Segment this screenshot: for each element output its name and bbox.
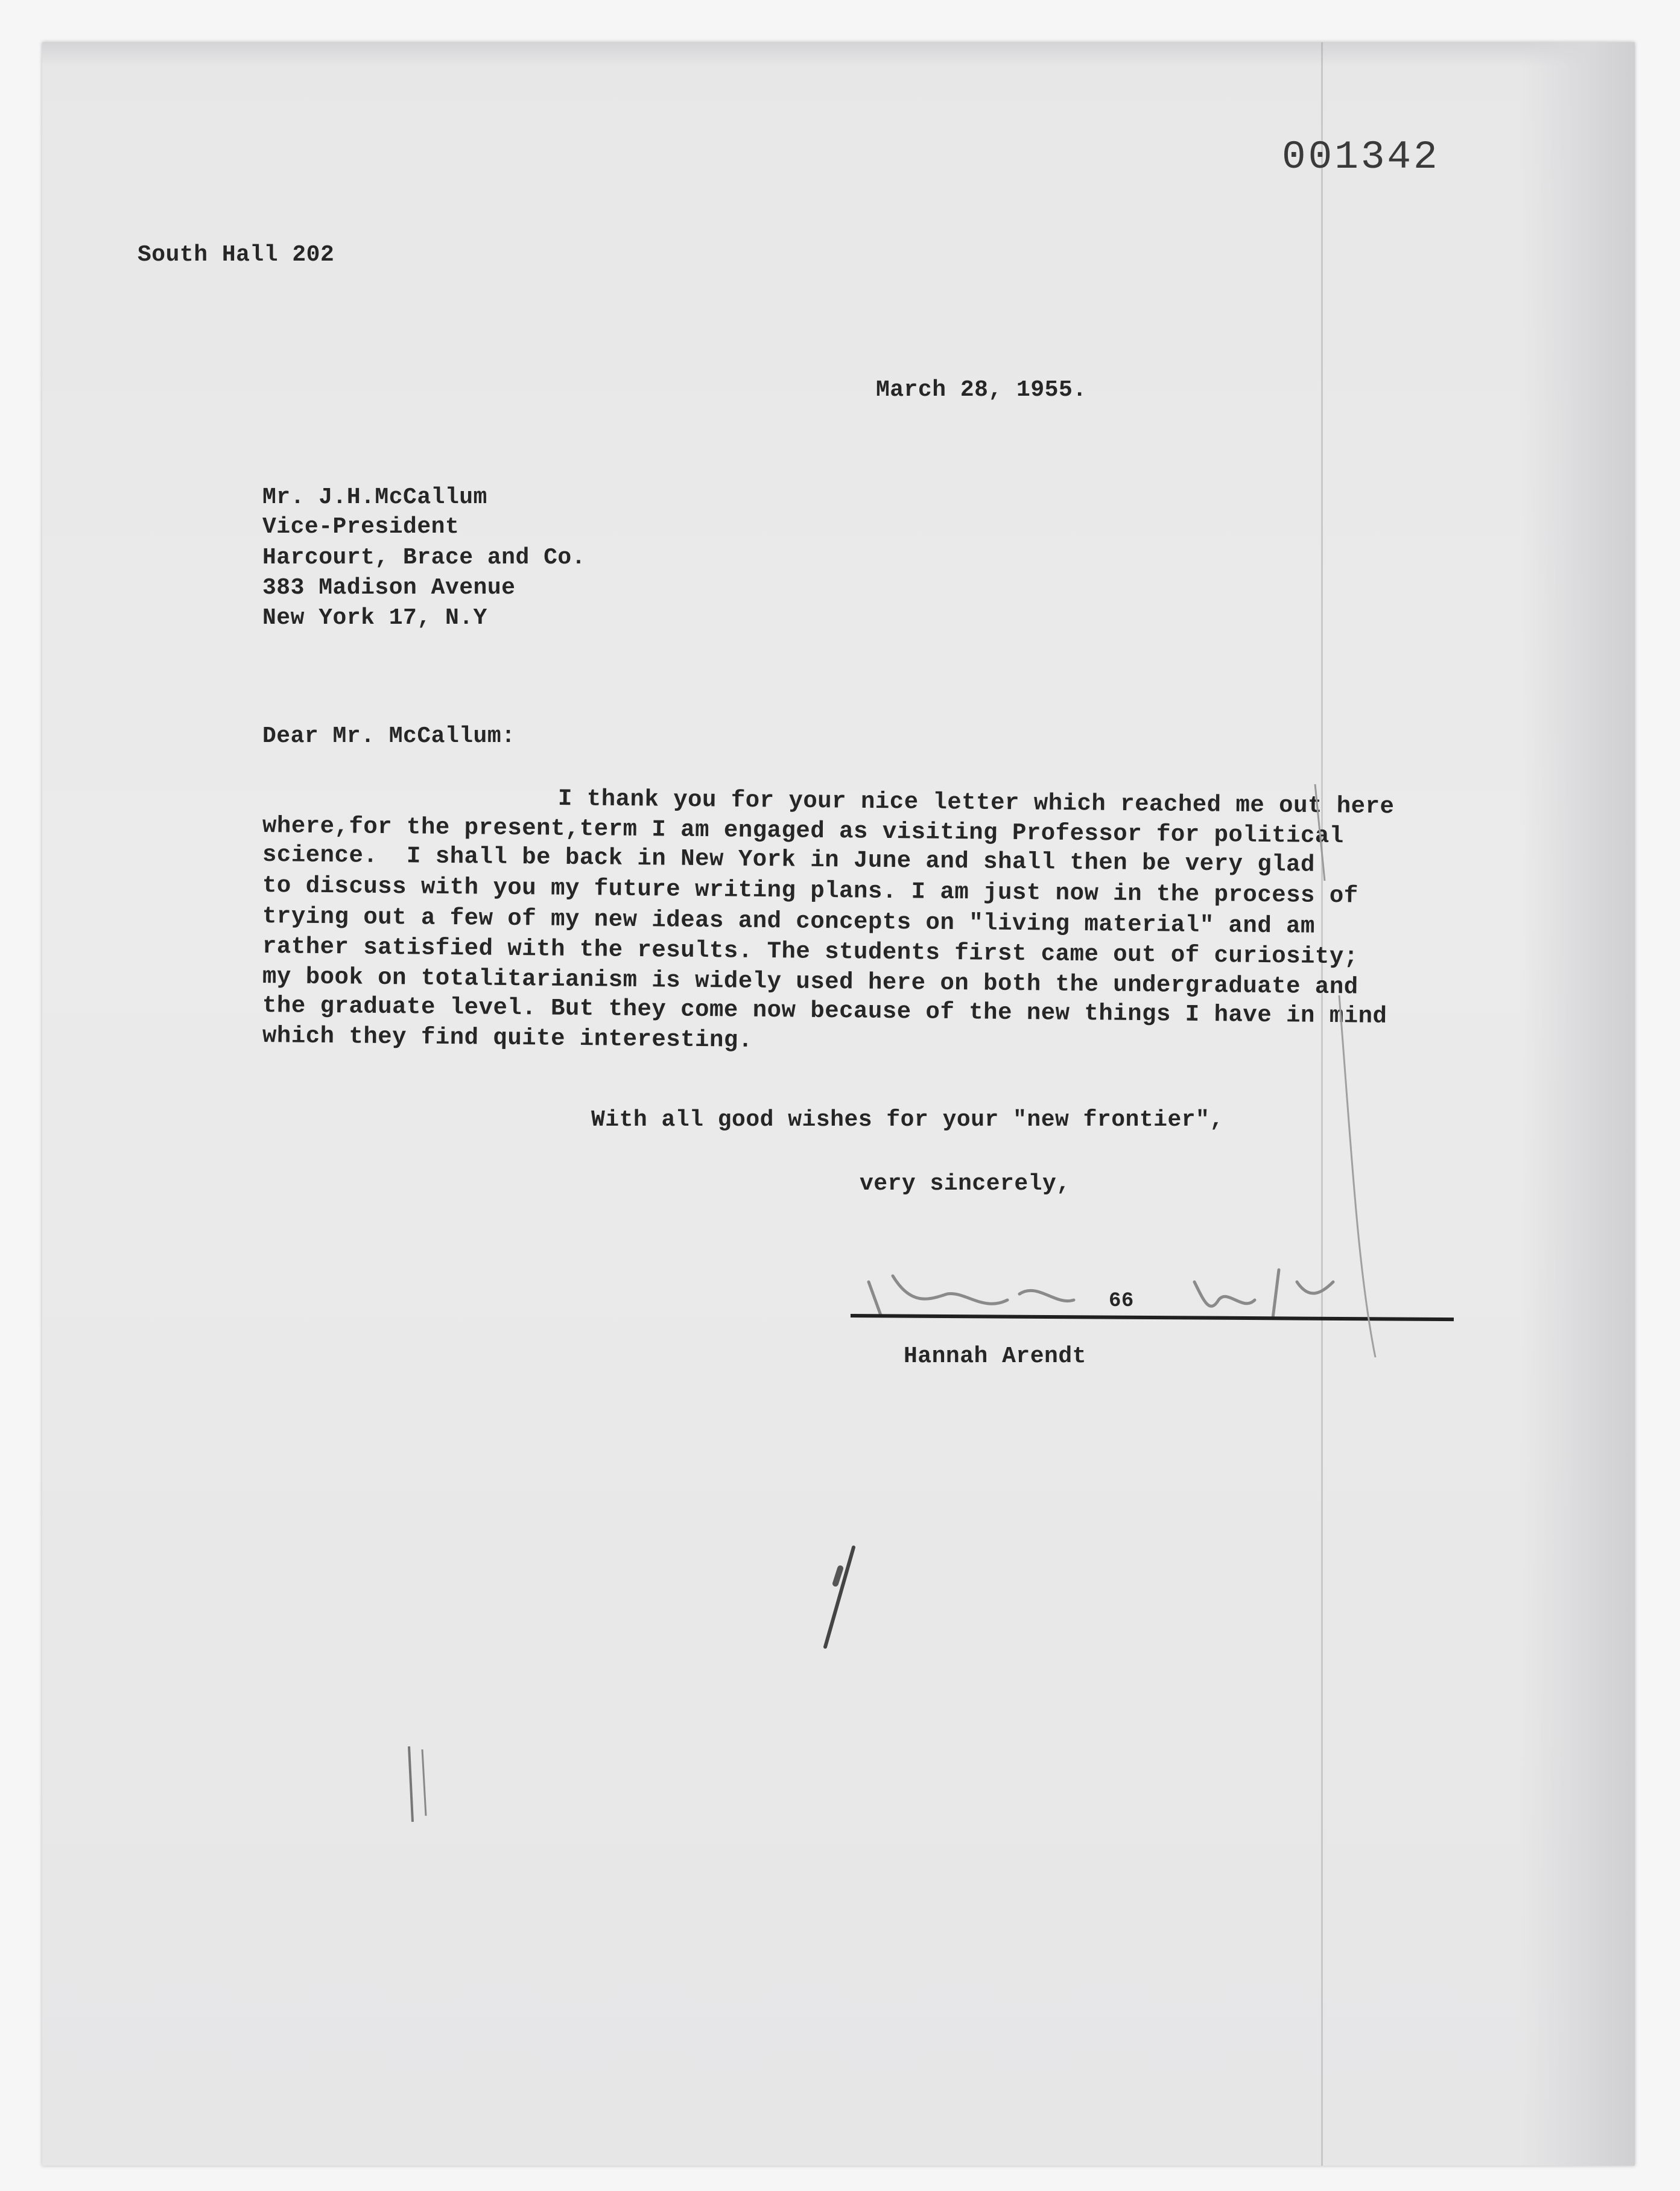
recipient-city: New York 17, N.Y: [262, 605, 487, 631]
paper-top-shadow: [42, 42, 1635, 66]
body-line: I thank you for your nice letter which reached me out here: [557, 785, 1395, 820]
body-line: where,for the present,term I am engaged as visiting Professor for political: [262, 813, 1344, 850]
signature-annotation: 66: [1109, 1290, 1134, 1313]
paper-sheet: [42, 42, 1635, 2166]
salutation: Dear Mr. McCallum:: [262, 723, 516, 749]
recipient-title: Vice-President: [262, 514, 460, 540]
return-address: South Hall 202: [138, 242, 335, 268]
closing-wish: With all good wishes for your "new frontier",: [591, 1107, 1224, 1133]
recipient-name: Mr. J.H.McCallum: [262, 484, 487, 510]
paper-fold-line: [1321, 42, 1323, 2166]
body-line: to discuss with you my future writing plans. I am just now in the process of: [262, 872, 1358, 910]
closing-phrase: very sincerely,: [860, 1171, 1071, 1197]
recipient-street: 383 Madison Avenue: [262, 575, 516, 601]
body-line: which they find quite interesting.: [262, 1023, 753, 1054]
body-line: rather satisfied with the results. The students first came out of curiosity;: [262, 933, 1358, 971]
body-line: my book on totalitarianism is widely used here on both the undergraduate and: [262, 963, 1358, 1001]
archive-stamp-number: 001342: [1282, 135, 1440, 180]
letter-date: March 28, 1955.: [876, 377, 1087, 403]
recipient-company: Harcourt, Brace and Co.: [262, 545, 586, 571]
body-line: trying out a few of my new ideas and concepts on "living material" and am: [262, 903, 1316, 940]
signatory-name: Hannah Arendt: [904, 1343, 1086, 1369]
paper-right-shadow: [1520, 42, 1635, 2166]
body-line: science. I shall be back in New York in June and shall then be very glad: [262, 842, 1316, 878]
body-line: the graduate level. But they come now because of the new things I have in mind: [262, 992, 1387, 1030]
